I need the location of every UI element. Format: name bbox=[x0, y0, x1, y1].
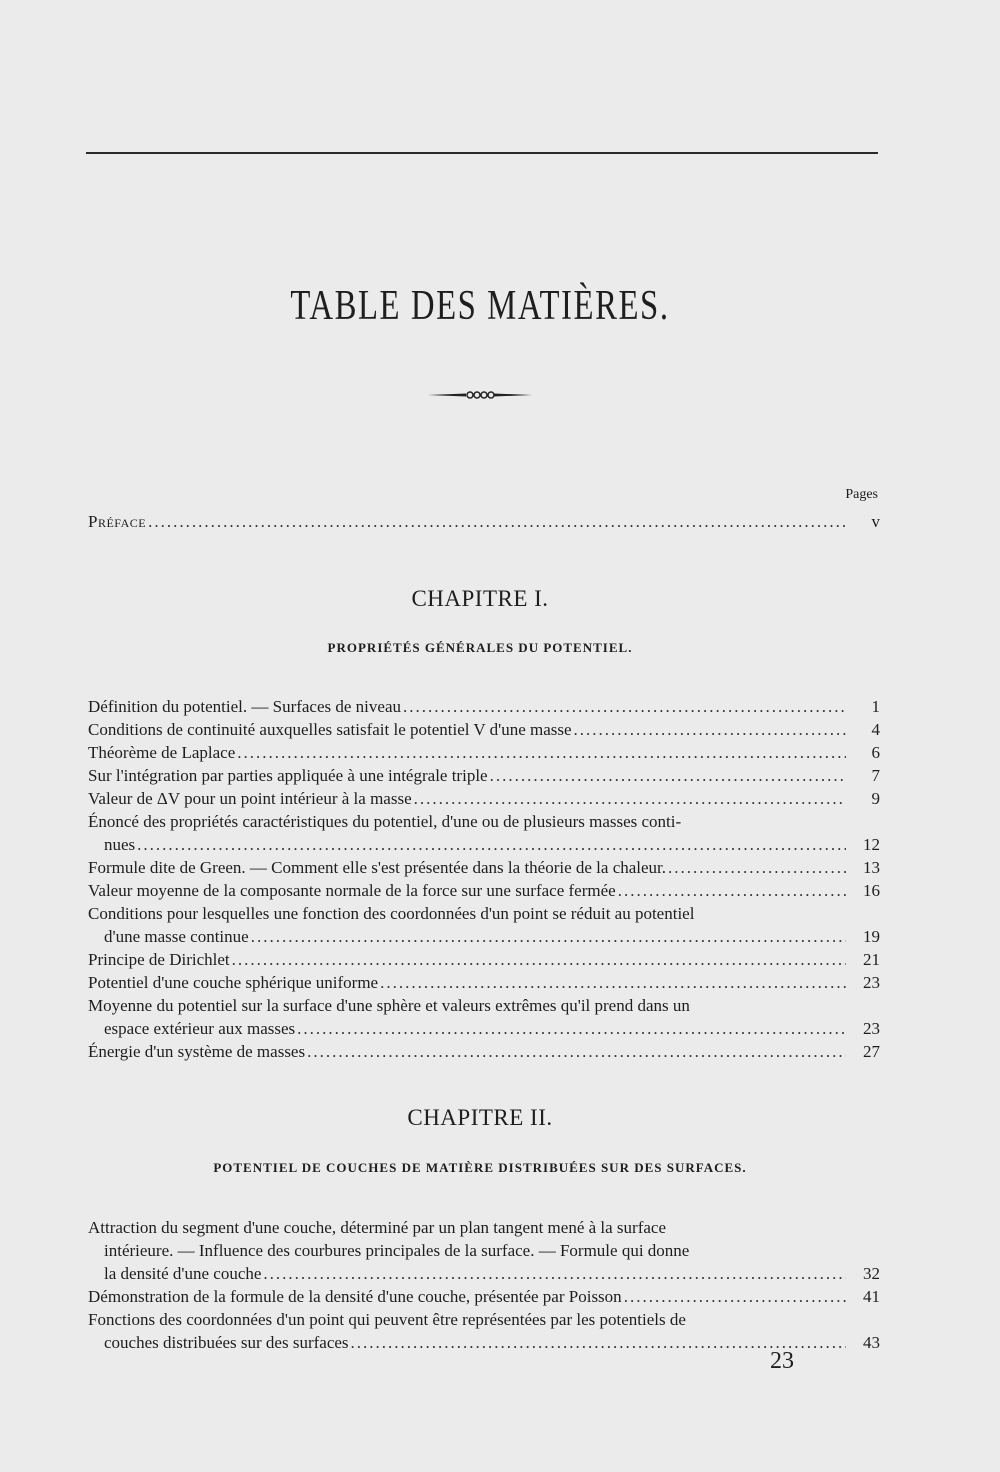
dot-leader bbox=[307, 1040, 846, 1063]
toc-entry[interactable] bbox=[88, 1285, 880, 1308]
top-rule bbox=[86, 152, 878, 154]
toc-entry[interactable] bbox=[88, 810, 880, 856]
dot-leader bbox=[232, 948, 846, 971]
toc-entry-line bbox=[88, 1331, 880, 1354]
toc-entry-line bbox=[88, 833, 880, 856]
toc-entry[interactable] bbox=[88, 902, 880, 948]
toc-entry-label: Démonstration de la formule de la densité d'une couche, présentée par Poisson bbox=[88, 1287, 622, 1306]
toc-page-number: 21 bbox=[863, 950, 880, 969]
toc-entry[interactable] bbox=[88, 948, 880, 971]
toc-entry-label: Principe de Dirichlet bbox=[88, 950, 230, 969]
toc-entry-line bbox=[88, 925, 880, 948]
dot-leader bbox=[380, 971, 846, 994]
toc-entry-label: Valeur de ΔV pour un point intérieur à la masse bbox=[88, 789, 412, 808]
toc-entry-label: Valeur moyenne de la composante normale de la force sur une surface fermée bbox=[88, 881, 616, 900]
dot-leader bbox=[414, 787, 846, 810]
dot-leader bbox=[148, 510, 846, 533]
toc-entry-line bbox=[88, 902, 880, 925]
toc-page-number: 9 bbox=[871, 789, 880, 808]
toc-entry-label: Théorème de Laplace bbox=[88, 743, 236, 762]
toc-entry[interactable] bbox=[88, 971, 880, 994]
toc-entry-preface[interactable] bbox=[88, 510, 880, 533]
toc-entry-line bbox=[88, 1239, 880, 1262]
toc-page-number: 7 bbox=[871, 766, 880, 785]
toc-entry-label: la densité d'une couche bbox=[104, 1264, 262, 1283]
toc-entry-line bbox=[88, 879, 880, 902]
toc-entry[interactable] bbox=[88, 1216, 880, 1285]
toc-entry[interactable] bbox=[88, 856, 880, 879]
toc-entry-label: Définition du potentiel. — Surfaces de niveau bbox=[88, 697, 401, 716]
toc-entry[interactable] bbox=[88, 1040, 880, 1063]
ornament-divider-icon bbox=[428, 388, 532, 402]
chapter-2-title: CHAPITRE II. bbox=[407, 1105, 553, 1130]
toc-entry[interactable] bbox=[88, 787, 880, 810]
toc-page-number: 43 bbox=[863, 1333, 880, 1352]
dot-leader bbox=[490, 764, 846, 787]
toc-entry-line bbox=[88, 1040, 880, 1063]
dot-leader bbox=[618, 879, 846, 902]
toc-entry[interactable] bbox=[88, 879, 880, 902]
toc-entry-label: Fonctions des coordonnées d'un point qui peuvent être représentées par les potentiels de bbox=[88, 1310, 686, 1329]
dot-leader bbox=[574, 718, 846, 741]
folio-number: 23 bbox=[770, 1348, 794, 1374]
toc-entry-line bbox=[88, 810, 880, 833]
toc-entry[interactable] bbox=[88, 695, 880, 718]
toc-entry-line bbox=[88, 695, 880, 718]
toc-entry-label: d'une masse continue bbox=[104, 927, 249, 946]
toc-entry-line bbox=[88, 741, 880, 764]
toc-entry-label: Potentiel d'une couche sphérique uniforme bbox=[88, 973, 379, 992]
chapter-2-subtitle: POTENTIEL DE COUCHES DE MATIÈRE DISTRIBUÉES SUR DES SURFACES. bbox=[213, 1160, 747, 1175]
toc-entry[interactable] bbox=[88, 1308, 880, 1354]
toc-entry-line bbox=[88, 1262, 880, 1285]
dot-leader bbox=[403, 695, 846, 718]
toc-entry-line bbox=[88, 787, 880, 810]
toc-entry-line bbox=[88, 948, 880, 971]
toc-entry-label: Énergie d'un système de masses bbox=[88, 1042, 306, 1061]
toc-page-number: v bbox=[871, 512, 880, 531]
toc-entry-line bbox=[88, 764, 880, 787]
toc-entry-label: Conditions pour lesquelles une fonction des coordonnées d'un point se réduit au potentiel bbox=[88, 904, 695, 923]
toc-page-number: 23 bbox=[863, 1019, 880, 1038]
toc-entry-label: Préface bbox=[88, 512, 147, 531]
toc-entry-label: Sur l'intégration par parties appliquée à une intégrale triple bbox=[88, 766, 488, 785]
toc-entry[interactable] bbox=[88, 764, 880, 787]
toc-entry-line bbox=[88, 1285, 880, 1308]
dot-leader bbox=[668, 856, 846, 879]
toc-entry-label: espace extérieur aux masses bbox=[104, 1019, 296, 1038]
toc-entry-line bbox=[88, 718, 880, 741]
dot-leader bbox=[263, 1262, 846, 1285]
toc-entry-label: Formule dite de Green. — Comment elle s'est présentée dans la théorie de la chaleur. bbox=[88, 858, 667, 877]
toc-entry-line bbox=[88, 1308, 880, 1331]
toc-entry-line bbox=[88, 1216, 880, 1239]
dot-leader bbox=[237, 741, 846, 764]
toc-page-number: 27 bbox=[863, 1042, 880, 1061]
dot-leader bbox=[624, 1285, 846, 1308]
toc-page-number: 41 bbox=[863, 1287, 880, 1306]
pages-column-header: Pages bbox=[845, 487, 878, 502]
toc-page-number: 23 bbox=[863, 973, 880, 992]
toc-entry[interactable] bbox=[88, 994, 880, 1040]
toc-entry-line bbox=[88, 856, 880, 879]
chapter-1-title: CHAPITRE I. bbox=[411, 586, 549, 611]
toc-entry-line bbox=[88, 971, 880, 994]
toc-page-number: 12 bbox=[863, 835, 880, 854]
toc-page-number: 6 bbox=[871, 743, 880, 762]
chapter-1-subtitle: PROPRIÉTÉS GÉNÉRALES DU POTENTIEL. bbox=[327, 640, 633, 655]
toc-entry-label: nues bbox=[104, 835, 136, 854]
toc-page-number: 16 bbox=[863, 881, 880, 900]
dot-leader bbox=[137, 833, 846, 856]
toc-page-number: 13 bbox=[863, 858, 880, 877]
page-title: TABLE DES MATIÈRES. bbox=[290, 283, 670, 329]
dot-leader bbox=[297, 1017, 846, 1040]
dot-leader bbox=[251, 925, 846, 948]
toc-entry-label: Moyenne du potentiel sur la surface d'une sphère et valeurs extrêmes qu'il prend dans un bbox=[88, 996, 690, 1015]
toc-entry-label: intérieure. — Influence des courbures principales de la surface. — Formule qui donne bbox=[104, 1241, 690, 1260]
toc-entry-label: Énoncé des propriétés caractéristiques du potentiel, d'une ou de plusieurs masses conti- bbox=[88, 812, 682, 831]
toc-entry-label: couches distribuées sur des surfaces bbox=[104, 1333, 349, 1352]
toc-page-number: 19 bbox=[863, 927, 880, 946]
toc-page-number: 4 bbox=[871, 720, 880, 739]
toc-page-number: 1 bbox=[871, 697, 880, 716]
toc-entry[interactable] bbox=[88, 718, 880, 741]
toc-entry[interactable] bbox=[88, 741, 880, 764]
toc-entry-line bbox=[88, 1017, 880, 1040]
toc-entry-label: Conditions de continuité auxquelles satisfait le potentiel V d'une masse bbox=[88, 720, 572, 739]
toc-entry-line bbox=[88, 994, 880, 1017]
toc-page-number: 32 bbox=[863, 1264, 880, 1283]
toc-entry-label: Attraction du segment d'une couche, déterminé par un plan tangent mené à la surface bbox=[88, 1218, 666, 1237]
